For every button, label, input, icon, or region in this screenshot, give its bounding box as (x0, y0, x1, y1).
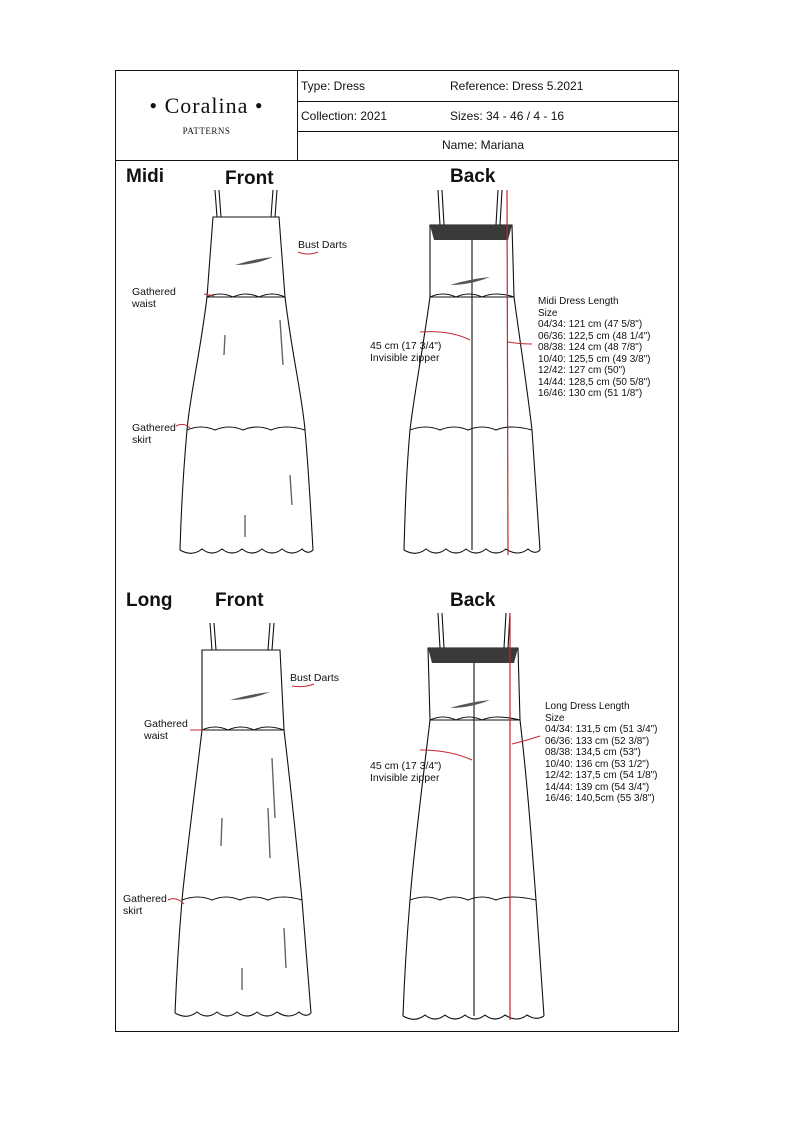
midi-zipper-arrow (420, 332, 470, 340)
midi-zipper-label: 45 cm (17 3/4") Invisible zipper (370, 340, 442, 364)
size-row: 12/42: 137,5 cm (54 1/8") (545, 770, 658, 781)
size-row: 06/36: 133 cm (52 3/8") (545, 735, 650, 747)
midi-length-table: Midi Dress Length Size 04/34: 121 cm (47 5/8") 06/36: 122,5 cm (48 1/4") 08/38: 124 cm (48 7/8") 10/40: 125,5 cm (49 3/8") 12/42: 127 cm (50") 14/44: 128,5 cm (50 5/8") 16/46: 130 cm (51 1/8") (538, 296, 651, 399)
midi-bust-darts-label: Bust Darts (298, 239, 348, 251)
midi-front-label: Front (225, 168, 274, 189)
midi-gathered-skirt-label: Gathered skirt (132, 422, 176, 446)
midi-gathered-waist-label: Gathered waist (132, 286, 176, 310)
long-zipper-arrow (420, 750, 472, 760)
brand-name: • Coralina • (149, 93, 264, 118)
long-front-label: Front (215, 590, 264, 611)
long-skirt-arrow (168, 899, 184, 904)
size-row: 04/34: 121 cm (47 5/8") (538, 319, 643, 330)
size-row: 04/34: 131,5 cm (51 3/4") (545, 724, 658, 735)
collection-field: Collection: 2021 (301, 109, 388, 123)
long-zipper-label: 45 cm (17 3/4") Invisible zipper (370, 760, 442, 784)
size-row: 12/42: 127 cm (50") (538, 365, 626, 376)
size-row: 14/44: 128,5 cm (50 5/8") (538, 376, 651, 388)
brand-subtitle: PATTERNS (182, 126, 231, 136)
size-row: 08/38: 124 cm (48 7/8") (538, 342, 643, 353)
size-row: 08/38: 134,5 cm (53") (545, 747, 641, 758)
midi-section-label: Midi (126, 166, 164, 187)
long-gathered-waist-label: Gathered waist (144, 718, 188, 742)
long-bust-darts-arrow (292, 684, 314, 687)
size-row: 16/46: 130 cm (51 1/8") (538, 388, 643, 399)
type-field: Type: Dress (301, 79, 366, 93)
long-section-label: Long (126, 590, 173, 611)
midi-skirt-arrow (176, 424, 190, 428)
size-row: 10/40: 136 cm (53 1/2") (545, 758, 650, 770)
midi-back-label: Back (450, 166, 496, 187)
midi-bust-darts-arrow (298, 252, 318, 254)
size-row: 06/36: 122,5 cm (48 1/4") (538, 330, 651, 342)
size-row: 10/40: 125,5 cm (49 3/8") (538, 353, 651, 365)
long-length-arrow (512, 736, 540, 744)
long-gathered-skirt-label: Gathered skirt (123, 893, 167, 917)
midi-length-arrow (508, 342, 532, 344)
size-row: 16/46: 140,5cm (55 3/8") (545, 793, 655, 804)
midi-waist-arrow (204, 294, 214, 296)
long-back-label: Back (450, 590, 496, 611)
reference-field: Reference: Dress 5.2021 (450, 79, 584, 93)
long-length-table: Long Dress Length Size 04/34: 131,5 cm (51 3/4") 06/36: 133 cm (52 3/8") 08/38: 134,5 cm (53") 10/40: 136 cm (53 1/2") 12/42: 137,5 cm (54 1/8") 14/44: 139 cm (54 3/4") 16/46: 140,5cm (55 3/8") (545, 701, 658, 804)
name-field: Name: Mariana (442, 138, 525, 152)
size-row: 14/44: 139 cm (54 3/4") (545, 781, 650, 793)
long-bust-darts-label: Bust Darts (290, 672, 340, 684)
sizes-field: Sizes: 34 - 46 / 4 - 16 (450, 109, 565, 123)
